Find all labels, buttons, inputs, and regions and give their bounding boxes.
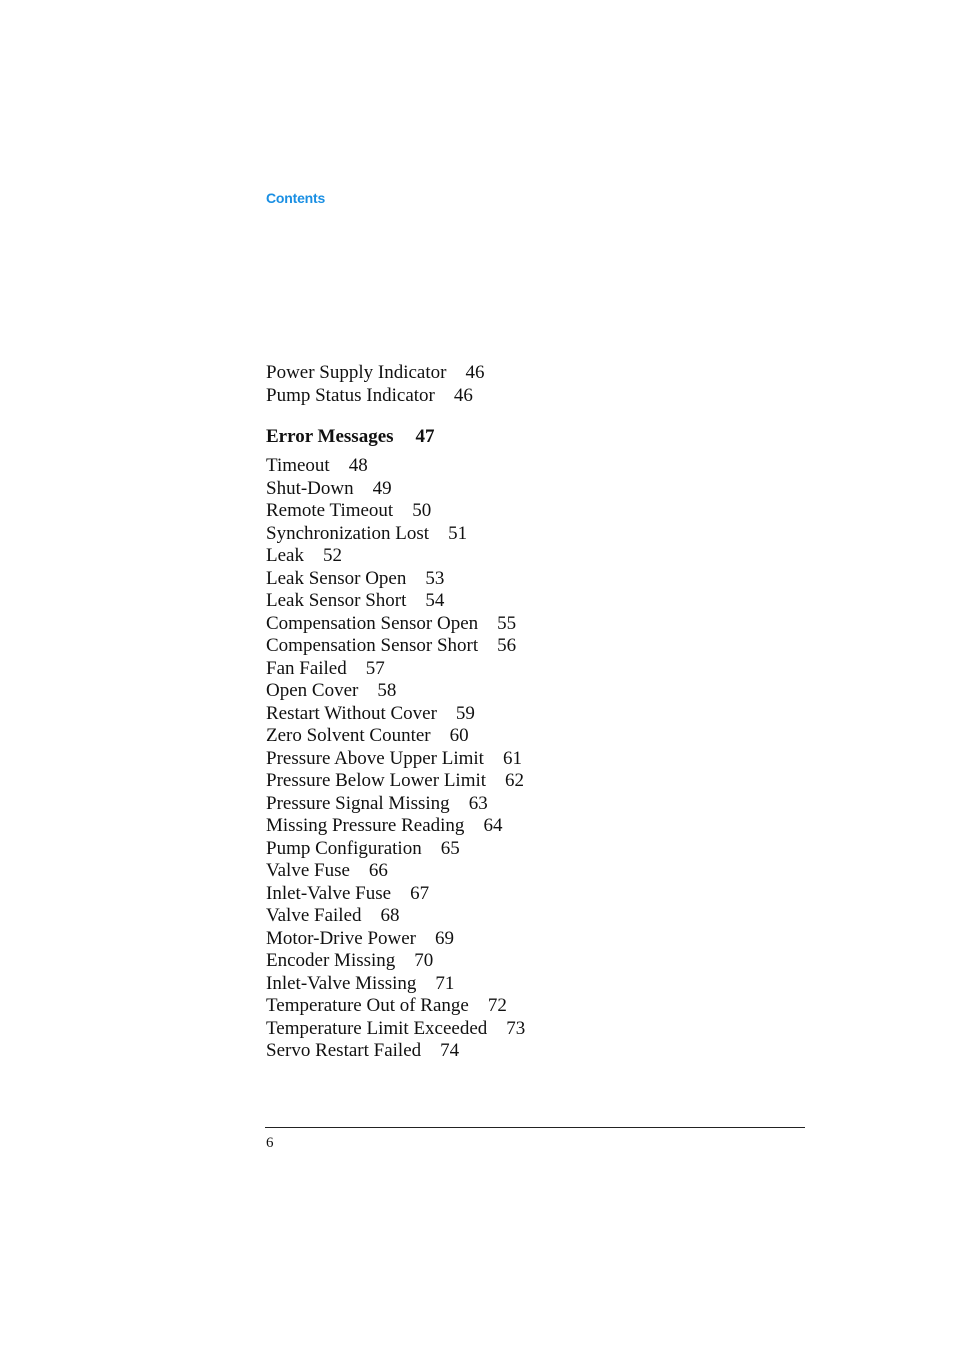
toc-entry[interactable]: [266, 613, 525, 636]
toc-entry[interactable]: [266, 838, 525, 861]
toc-entry[interactable]: [266, 590, 525, 613]
footer-divider: [265, 1127, 805, 1128]
toc-entry[interactable]: [266, 545, 525, 568]
toc-entry[interactable]: [266, 568, 525, 591]
toc-entry-page: 74: [440, 1040, 460, 1061]
toc-entry-page: 56: [497, 635, 517, 656]
toc-entry-title: Compensation Sensor Open: [266, 612, 479, 634]
toc-entry-page: 57: [365, 657, 385, 679]
toc-entry[interactable]: [266, 748, 525, 771]
toc-entry-title: Motor-Drive Power: [266, 927, 417, 949]
toc-entry[interactable]: [266, 523, 525, 546]
toc-entry-page: 50: [412, 500, 432, 521]
toc-entry-title: Open Cover: [266, 680, 359, 701]
toc-entry-title: Restart Without Cover: [266, 702, 437, 724]
toc-entry-title: Leak Sensor Open: [266, 567, 407, 589]
toc-entry[interactable]: [266, 703, 525, 726]
toc-entry-title: Compensation Sensor Short: [266, 635, 479, 656]
toc-entry-title: Temperature Limit Exceeded: [266, 1017, 488, 1039]
toc-entry[interactable]: [266, 1018, 525, 1041]
toc-entry-title: Pressure Above Upper Limit: [266, 747, 484, 769]
toc-entry[interactable]: [266, 793, 525, 816]
toc-entry[interactable]: [266, 973, 525, 996]
toc-entry[interactable]: [266, 860, 525, 883]
toc-entry-page: 49: [372, 477, 392, 499]
toc-entry-title: Zero Solvent Counter: [266, 725, 431, 746]
toc-section-heading[interactable]: [266, 426, 435, 448]
section-title: Error Messages: [266, 426, 394, 447]
page-number: 6: [266, 1135, 274, 1151]
toc-entry[interactable]: [266, 770, 525, 793]
toc-entry[interactable]: [266, 725, 525, 748]
toc-entry-title: Pressure Signal Missing: [266, 792, 450, 814]
toc-entry[interactable]: [266, 883, 525, 906]
section-page: 47: [415, 426, 435, 447]
toc-entry-title: Servo Restart Failed: [266, 1040, 422, 1061]
toc-entry-page: 65: [440, 837, 460, 859]
toc-entry[interactable]: [266, 362, 484, 385]
toc-entry[interactable]: [266, 500, 525, 523]
toc-entry-list: [266, 455, 525, 1063]
toc-entry-page: 60: [449, 725, 469, 746]
toc-entry-page: 46: [465, 362, 485, 383]
toc-entry-page: 61: [502, 747, 522, 769]
toc-entry[interactable]: [266, 635, 525, 658]
toc-entry[interactable]: [266, 658, 525, 681]
toc-entry-title: Pump Status Indicator: [266, 384, 435, 406]
toc-entry-page: 63: [468, 792, 488, 814]
toc-top-entries: [266, 362, 484, 407]
toc-entry-title: Valve Fuse: [266, 860, 350, 881]
running-header: Contents: [266, 190, 326, 206]
toc-entry-title: Missing Pressure Reading: [266, 815, 465, 836]
toc-entry[interactable]: [266, 905, 525, 928]
toc-entry-page: 69: [435, 927, 455, 949]
toc-entry-page: 51: [448, 522, 468, 544]
toc-entry-page: 68: [380, 905, 400, 926]
toc-entry-title: Synchronization Lost: [266, 522, 430, 544]
toc-entry-page: 58: [377, 680, 397, 701]
toc-entry[interactable]: [266, 680, 525, 703]
toc-entry[interactable]: [266, 1040, 525, 1063]
toc-entry-title: Temperature Out of Range: [266, 995, 469, 1016]
toc-entry-page: 54: [425, 590, 445, 611]
toc-entry-title: Power Supply Indicator: [266, 362, 447, 383]
toc-entry-title: Leak: [266, 545, 304, 566]
toc-entry-page: 48: [348, 455, 368, 476]
toc-entry-page: 67: [410, 882, 430, 904]
toc-entry-title: Pressure Below Lower Limit: [266, 770, 487, 791]
toc-entry[interactable]: [266, 455, 525, 478]
toc-entry[interactable]: [266, 815, 525, 838]
toc-entry-title: Remote Timeout: [266, 500, 394, 521]
toc-entry[interactable]: [266, 995, 525, 1018]
toc-entry-page: 46: [453, 384, 473, 406]
toc-entry-page: 70: [414, 950, 434, 971]
toc-entry[interactable]: [266, 950, 525, 973]
toc-entry[interactable]: [266, 928, 525, 951]
toc-entry-title: Valve Failed: [266, 905, 362, 926]
toc-entry-title: Encoder Missing: [266, 950, 396, 971]
toc-entry-page: 55: [497, 612, 517, 634]
toc-entry-page: 64: [483, 815, 503, 836]
toc-entry-title: Inlet-Valve Missing: [266, 972, 417, 994]
toc-entry-page: 59: [455, 702, 475, 724]
toc-entry-page: 52: [322, 545, 342, 566]
toc-entry-page: 72: [487, 995, 507, 1016]
toc-entry-page: 62: [505, 770, 525, 791]
toc-entry-title: Leak Sensor Short: [266, 590, 407, 611]
toc-entry-page: 73: [506, 1017, 526, 1039]
toc-entry-title: Timeout: [266, 455, 330, 476]
toc-entry-page: 71: [435, 972, 455, 994]
toc-entry-title: Fan Failed: [266, 657, 347, 679]
toc-entry-title: Shut-Down: [266, 477, 354, 499]
toc-entry-page: 53: [425, 567, 445, 589]
toc-entry-title: Inlet-Valve Fuse: [266, 882, 392, 904]
toc-entry[interactable]: [266, 385, 484, 408]
toc-entry-title: Pump Configuration: [266, 837, 422, 859]
toc-entry-page: 66: [368, 860, 388, 881]
toc-entry[interactable]: [266, 478, 525, 501]
